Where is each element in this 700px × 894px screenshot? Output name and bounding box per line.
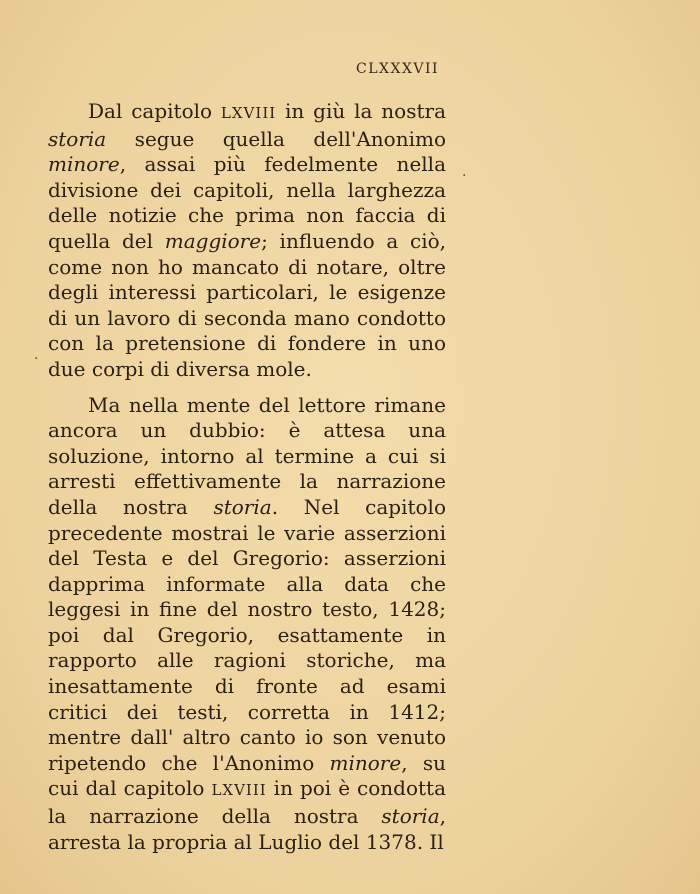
small-caps-text: LXVIII xyxy=(220,104,277,122)
small-caps-text: LXVIII xyxy=(211,781,267,800)
text-run: in poi è condotta la narrazione della nostra xyxy=(48,776,446,829)
italic-text: storia xyxy=(213,494,272,519)
text-run: , su cui dal capitolo xyxy=(48,750,446,801)
text-run: ; influendo a ciò, come non ho mancato di notare, oltre degli interessi particolari, le esigenze di un lavoro di seconda mano condotto con la pretensione di fondere in uno due corpi di diversa mole. xyxy=(48,228,446,381)
text-run: , arresta la propria al Luglio del 1378. Il xyxy=(48,804,446,854)
margin-mark: · xyxy=(462,168,467,184)
body-text xyxy=(48,99,446,855)
text-run: . Nel capitolo precedente mostrai le varie asserzioni del Testa e del Gregorio: asserzioni dapprima informate alla data che leggesi in fine del nostro testo, 1428; poi dal Gregorio, esattamente in rapporto alle ragioni storiche, ma inesattamente di fronte ad esami critici dei testi, corretta in 1412; mentre dall' altro canto io son venuto ripetendo che l'Anonimo xyxy=(48,494,446,775)
text-run: in giù la nostra xyxy=(276,99,446,123)
italic-text: storia xyxy=(381,804,440,829)
italic-text: storia xyxy=(48,126,107,151)
text-run: Dal capitolo xyxy=(88,99,221,123)
paragraph-1 xyxy=(48,99,446,383)
paragraph-2-content xyxy=(48,393,446,854)
text-run: , assai più fedelmente nella divisione dei capitoli, nella larghezza delle notizie che prima non faccia di quella del xyxy=(48,152,446,253)
margin-mark: . xyxy=(34,347,39,363)
text-run: Ma nella mente del lettore rimane ancora un dubbio: è attesa una soluzione, intorno al termine a cui si arresti effettivamente la narrazione della nostra xyxy=(48,392,446,519)
italic-text: maggiore xyxy=(164,228,262,253)
italic-text: minore xyxy=(48,152,120,177)
paragraph-2 xyxy=(48,393,446,856)
text-run: segue quella dell'Anonimo xyxy=(106,126,446,151)
paragraph-1-content xyxy=(48,99,446,381)
page-number: CLXXXVII xyxy=(356,61,440,77)
italic-text: minore xyxy=(329,750,402,775)
